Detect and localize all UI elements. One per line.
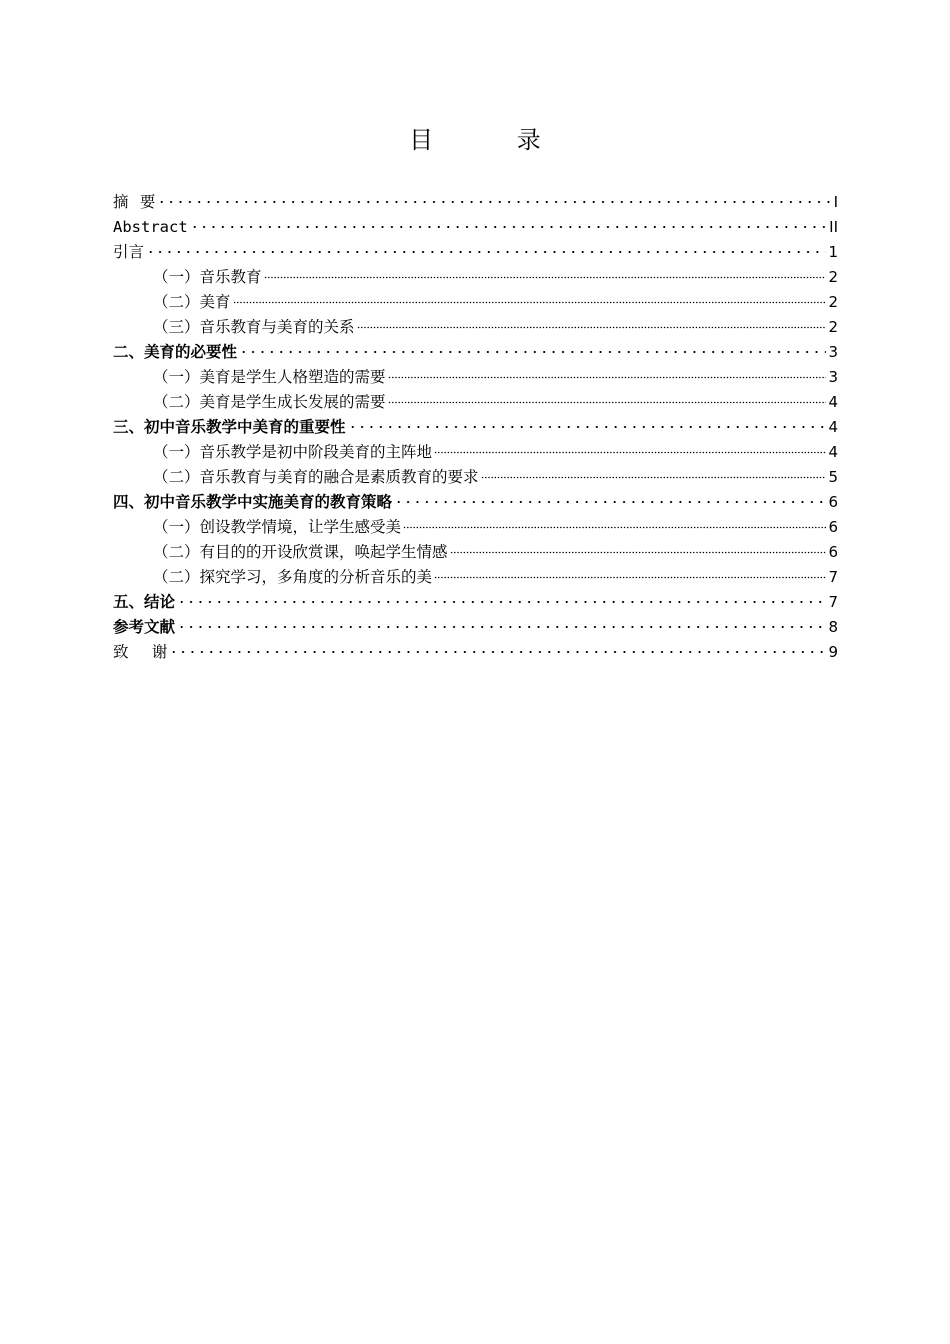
toc-dot-leader (434, 451, 826, 454)
toc-entry[interactable] (113, 490, 838, 515)
toc-entry-label: （二）美育是学生成长发展的需要 (153, 393, 386, 411)
toc-entry[interactable] (113, 390, 838, 415)
toc-entry-label: （二）美育 (153, 293, 231, 311)
toc-page-number: 8 (828, 618, 838, 636)
toc-entry[interactable] (113, 365, 838, 390)
toc-entry-label: （二）探究学习，多角度的分析音乐的美 (153, 568, 433, 586)
toc-dot-leader (357, 326, 827, 329)
toc-dot-leader (403, 526, 826, 529)
toc-entry[interactable] (113, 515, 838, 540)
toc-entry[interactable] (113, 315, 838, 340)
toc-dot-leader (177, 600, 826, 604)
toc-entry[interactable] (113, 465, 838, 490)
toc-page-number: 4 (828, 443, 838, 461)
toc-dot-leader (177, 625, 826, 629)
toc-page-number: 3 (828, 368, 838, 386)
toc-entry[interactable] (113, 190, 838, 215)
toc-entry-label: 摘 要 (113, 193, 156, 211)
toc-page-number: 1 (828, 243, 838, 261)
toc-dot-leader (190, 225, 827, 229)
toc-page-number: 4 (828, 393, 838, 411)
toc-entry-label: Abstract (113, 218, 188, 236)
toc-page-number: I (833, 193, 838, 211)
toc-entry-label: 致 谢 (113, 643, 168, 661)
toc-entry-label: 三、初中音乐教学中美育的重要性 (113, 418, 346, 436)
toc-dot-leader (450, 551, 827, 554)
toc-entry-label: （二）有目的的开设欣赏课，唤起学生情感 (153, 543, 448, 561)
toc-entry[interactable] (113, 615, 838, 640)
toc-dot-leader (388, 376, 827, 379)
toc-entry[interactable] (113, 415, 838, 440)
toc-dot-leader (434, 576, 826, 579)
toc-page-number: 4 (828, 418, 838, 436)
toc-entry[interactable] (113, 290, 838, 315)
toc-dot-leader (481, 476, 827, 479)
toc-entry[interactable] (113, 540, 838, 565)
toc-entry-label: （一）创设教学情境，让学生感受美 (153, 518, 402, 536)
toc-page-number: 5 (828, 468, 838, 486)
toc-entry-label: 五、结论 (113, 593, 176, 611)
toc-page-number: 7 (828, 568, 838, 586)
toc-page-number: 6 (828, 493, 838, 511)
toc-entry[interactable] (113, 215, 838, 240)
toc-page-number: 2 (828, 318, 838, 336)
toc-dot-leader (233, 301, 827, 304)
toc-entry[interactable] (113, 265, 838, 290)
toc-dot-leader (146, 250, 826, 254)
toc-entry-label: （一）美育是学生人格塑造的需要 (153, 368, 386, 386)
toc-page-number: 2 (828, 268, 838, 286)
toc-page-number: 6 (828, 518, 838, 536)
toc-dot-leader (388, 401, 827, 404)
toc-page-number: 6 (828, 543, 838, 561)
toc-page-number: 9 (828, 643, 838, 661)
toc-page-number: 7 (828, 593, 838, 611)
toc-dot-leader (239, 350, 826, 354)
toc-entry[interactable] (113, 340, 838, 365)
toc-dot-leader (264, 276, 827, 279)
toc-entry-label: （三）音乐教育与美育的关系 (153, 318, 355, 336)
toc-entry-label: 参考文献 (113, 618, 176, 636)
table-of-contents (113, 190, 838, 665)
toc-entry[interactable] (113, 640, 838, 665)
toc-entry-label: 二、美育的必要性 (113, 343, 238, 361)
toc-entry[interactable] (113, 590, 838, 615)
toc-entry-label: （二）音乐教育与美育的融合是素质教育的要求 (153, 468, 479, 486)
toc-entry[interactable] (113, 240, 838, 265)
page-title: 目 录 (409, 126, 579, 154)
toc-dot-leader (348, 425, 827, 429)
toc-entry-label: （一）音乐教学是初中阶段美育的主阵地 (153, 443, 433, 461)
toc-entry-label: 引言 (113, 243, 145, 261)
toc-entry-label: 四、初中音乐教学中实施美育的教育策略 (113, 493, 393, 511)
toc-dot-leader (157, 200, 831, 204)
toc-dot-leader (169, 650, 826, 654)
toc-page-number: 2 (828, 293, 838, 311)
toc-entry[interactable] (113, 565, 838, 590)
toc-page-number: II (829, 218, 838, 236)
toc-entry[interactable] (113, 440, 838, 465)
toc-dot-leader (394, 500, 826, 504)
toc-page-number: 3 (828, 343, 838, 361)
toc-entry-label: （一）音乐教育 (153, 268, 262, 286)
